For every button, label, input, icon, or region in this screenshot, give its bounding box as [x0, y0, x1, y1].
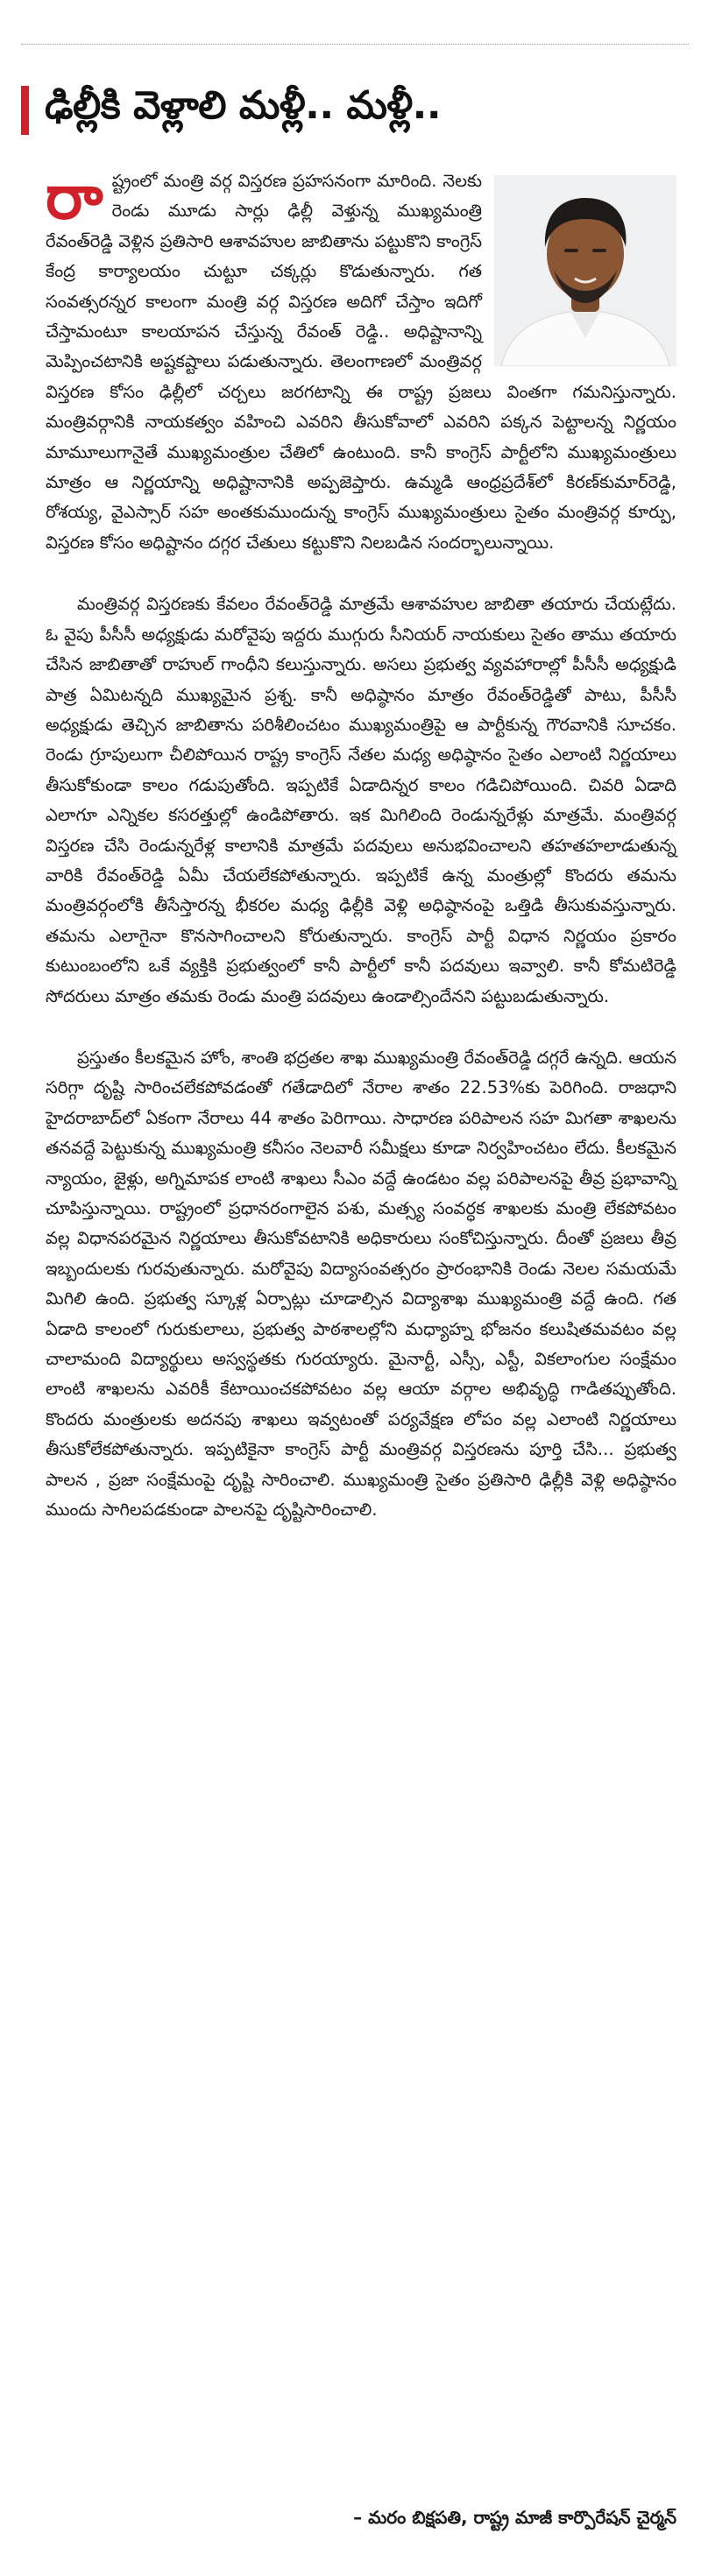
headline-accent-bar — [21, 86, 29, 135]
paragraph-1-text: ష్ట్రంలో మంత్రి వర్గ విస్తరణ ప్రహసనంగా మారింది. నెలకు రెండు మూడు సార్లు ఢిల్లీ వెళ్తున్న ముఖ్యమంత్రి రేవంత్‌రెడ్డి వెళ్లిన ప్రతిసారి ఆశావహుల జాబితాను పట్టుకొని కాంగ్రెస్‌ కేంద్ర కార్యాలయం చుట్టూ చక్కర్లు కొడుతున్నారు. గత సంవత్సరన్నర కాలంగా మంత్రి వర్గ విస్తరణ అదిగో చేస్తాం ఇదిగో చేస్తామంటూ కాలయాపన చేస్తున్న రేవంత్‌ రెడ్డి.. అధిష్టానాన్ని మెప్పించటానికి అష్టకష్టాలు పడుతున్నారు. తెలంగాణలో మంత్రివర్గ విస్తరణ కోసం ఢిల్లీలో చర్చలు జరగటాన్ని ఈ రాష్ట్ర ప్రజలు వింతగా గమనిస్తున్నారు. మంత్రివర్గానికి నాయకత్వం వహించి ఎవరిని తీసుకోవాలో ఎవరిని పక్కన పెట్టాలన్న నిర్ణయం మామూలుగానైతే ముఖ్యమంత్రుల చేతిలో ఉంటుంది. కానీ కాంగ్రెస్‌ పార్టీలోని ముఖ్యమంత్రులు మాత్రం ఆ నిర్ణయాన్ని అధిష్టానానికి అప్పజెప్తారు. ఉమ్మడి ఆంధ్రప్రదేశ్‌లో కిరణ్‌కుమార్‌రెడ్డి, రోశయ్య, వైఎస్సార్‌ సహ అంతకుముందున్న కాంగ్రెస్‌ ముఖ్యమంత్రులు సైతం మంత్రివర్గ కూర్పు, విస్తరణ కోసం అధిష్టానం దగ్గర చేతులు కట్టుకొని నిలబడిన సందర్భాలున్నాయి. — [46, 171, 676, 553]
headline-block — [21, 84, 441, 137]
top-divider — [21, 44, 689, 45]
article-body — [46, 161, 676, 1556]
paragraph-2: మంత్రివర్గ విస్తరణకు కేవలం రేవంత్‌రెడ్డి మాత్రమే ఆశావహుల జాబితా తయారు చేయట్లేదు. ఓ వైపు పీసీసీ అధ్యక్షుడు మరోవైపు ఇద్దరు ముగ్గురు సీనియర్‌ నాయకులు సైతం తాము తయారు చేసిన జాబితాతో రాహుల్‌ గాంధీని కలుస్తున్నారు. అసలు ప్రభుత్వ వ్యవహారాల్లో పీసీసీ అధ్యక్షుడి పాత్ర ఏమిటన్నది ముఖ్యమైన ప్రశ్న. కానీ అధిష్ఠానం మాత్రం రేవంత్‌రెడ్డితో పాటు, పీసీసీ అధ్యక్షుడు తెచ్చిన జాబితాను పరిశీలించటం ముఖ్యమంత్రిపై ఆ పార్టీకున్న గౌరవానికి సూచకం. రెండు గ్రూపులుగా చీలిపోయిన రాష్ట్ర కాంగ్రెస్‌ నేతల మధ్య అధిష్ఠానం సైతం ఎలాంటి నిర్ణయాలు తీసుకోకుండా కాలం గడుపుతోంది. ఇప్పటికే ఏడాదిన్నర కాలం గడిచిపోయింది. చివరి ఏడాది ఎలాగూ ఎన్నికల కసరత్తుల్లో ఉండిపోతారు. ఇక మిగిలింది రెండున్నరేళ్లు మాత్రమే. మంత్రివర్గ విస్తరణ చేసి రెండున్నరేళ్ల కాలానికి మాత్రమే పదవులు అనుభవించాలని తహతహలాడుతున్న వారికి రేవంత్‌రెడ్డి ఏమీ చేయలేకపోతున్నారు. ఇప్పటికే ఉన్న మంత్రుల్లో కొందరు తమను మంత్రివర్గంలోకి తీసేస్తారన్న భీకరల మధ్య ఢిల్లీకి వెళ్లి అధిష్ఠానంపై ఒత్తిడి తీసుకువస్తున్నారు. తమను ఎలాగైనా కొనసాగించాలని కోరుతున్నారు. కాంగ్రెస్‌ పార్టీ విధాన నిర్ణయం ప్రకారం కుటుంబంలోని ఒకే వ్యక్తికి ప్రభుత్వంలో కానీ పార్టీలో కానీ పదవులు ఇవ్వాలి. కానీ కోమటిరెడ్డి సోదరులు మాత్రం తమకు రెండు మంత్రి పదవులు ఉండాల్సిందేనని పట్టుబడుతున్నారు. — [46, 594, 676, 1006]
author-signature: – మరం బిక్షపతి, రాష్ట్ర మాజీ కార్పొరేషన్‌ చైర్మన్‌ — [353, 2507, 676, 2528]
author-photo — [494, 175, 676, 366]
author-portrait-image — [494, 175, 676, 366]
article-headline: ఢిల్లీకి వెళ్లాలి మళ్లీ.. మళ్లీ.. — [45, 83, 442, 128]
dropcap-letter: రా — [46, 161, 103, 233]
paragraph-3: ప్రస్తుతం కీలకమైన హోం, శాంతి భద్రతల శాఖ ముఖ్యమంత్రి రేవంత్‌రెడ్డి దగ్గరే ఉన్నది. ఆయన సరిగ్గా దృష్టి సారించలేకపోవడంతో గతేడాదిలో నేరాల శాతం 22.53%కు పెరిగింది. రాజధాని హైదరాబాద్‌లో ఏకంగా నేరాలు 44 శాతం పెరిగాయి. సాధారణ పరిపాలన సహ మిగతా శాఖలను తనవద్దే పెట్టుకున్న ముఖ్యమంత్రి కనీసం నెలవారీ సమీక్షలు కూడా నిర్వహించటం లేదు. కీలకమైన న్యాయం, జైళ్లు, అగ్నిమాపక లాంటి శాఖలు సీఎం వద్దే ఉండటం వల్ల పరిపాలనపై తీవ్ర ప్రభావాన్ని చూపిస్తున్నాయి. రాష్ట్రంలో ప్రధానరంగాలైన పశు, మత్స్య సంవర్ధక శాఖలకు మంత్రి లేకపోవటం వల్ల విధానపరమైన నిర్ణయాలు తీసుకోవటానికి అధికారులు సంకోచిస్తున్నారు. దీంతో ప్రజలు తీవ్ర ఇబ్బందులకు గురవుతున్నారు. మరోవైపు విద్యాసంవత్సరం ప్రారంభానికి రెండు నెలల సమయమే మిగిలి ఉంది. ప్రభుత్వ స్కూళ్ల ఏర్పాట్లు చూడాల్సిన విద్యాశాఖ ముఖ్యమంత్రి వద్దే ఉంది. గత ఏడాది కాలంలో గురుకులాలు, ప్రభుత్వ పాఠశాలల్లోని మధ్యాహ్న భోజనం కలుషితమవటం వల్ల చాలామంది విద్యార్థులు అస్వస్థతకు గురయ్యారు. మైనార్టీ, ఎస్సీ, ఎస్టీ, వికలాంగుల సంక్షేమం లాంటి శాఖలను ఎవరికీ కేటాయించకపోవటం వల్ల ఆయా వర్గాల అభివృద్ధి గాడితప్పుతోంది. కొందరు మంత్రులకు అదనపు శాఖలు ఇవ్వటంతో పర్యవేక్షణ లోపం వల్ల ఎలాంటి నిర్ణయాలు తీసుకోలేకపోతున్నారు. ఇప్పటికైనా కాంగ్రెస్‌ పార్టీ మంత్రివర్గ విస్తరణను పూర్తి చేసి... ప్రభుత్వ పాలన , ప్రజా సంక్షేమంపై దృష్టి సారించాలి. ముఖ్యమంత్రి సైతం ప్రతిసారి ఢిల్లీకి వెళ్లి అధిష్ఠానం ముందు సాగిలపడకుండా పాలనపై దృష్టిసారించాలి. — [46, 1047, 676, 1521]
